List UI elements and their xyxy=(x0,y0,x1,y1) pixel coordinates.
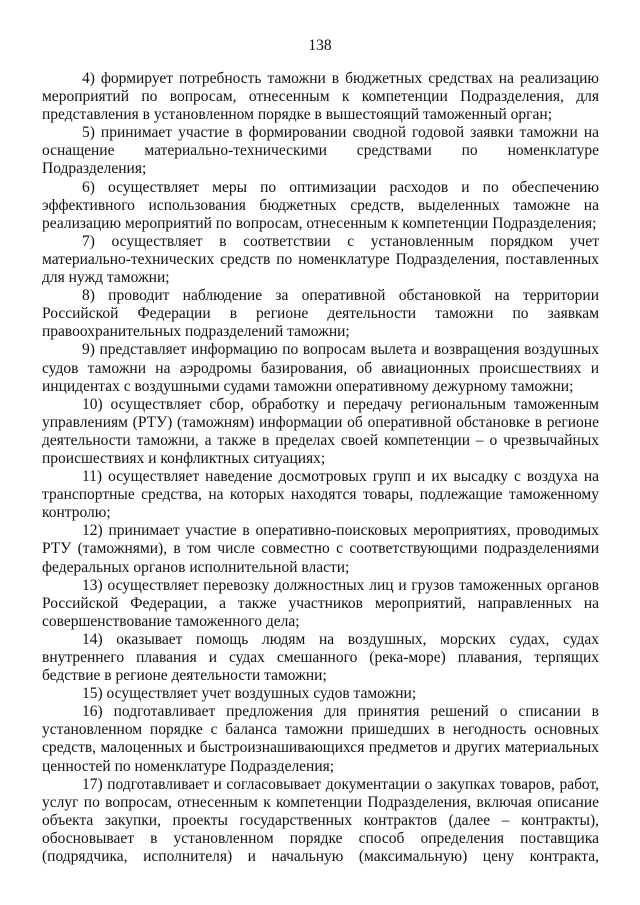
body-text xyxy=(42,70,599,866)
paragraph-item-12: 12) принимает участие в оперативно-поисковых мероприятиях, проводимых РТУ (таможнями), в том числе совместно с соответствующими подразделениями федеральных органов исполнительной власти; xyxy=(42,522,599,576)
paragraph-item-15: 15) осуществляет учет воздушных судов таможни; xyxy=(82,685,417,703)
paragraph-item-13: 13) осуществляет перевозку должностных лиц и грузов таможенных органов Российской Федерации, а также участников мероприятий, направленных на совершенствование таможенного дела; xyxy=(42,576,599,630)
page-number: 138 xyxy=(308,37,332,54)
paragraph-item-14: 14) оказывает помощь людям на воздушных, морских судах, судах внутреннего плавания и судах смешанного (река-море) плавания, терпящих бедствие в регионе деятельности таможни; xyxy=(42,630,599,685)
paragraph-item-17: 17) подготавливает и согласовывает документации о закупках товаров, работ, услуг по вопросам, отнесенным к компетенции Подразделения, включая описание объекта закупки, проекты государственных контрактов (далее – контракты), обосновывает в установленном порядке способ определения поставщика (подрядчика, исполнителя) и начальную (максимальную) цену контракта, xyxy=(42,775,599,866)
paragraph-item-6: 6) осуществляет меры по оптимизации расходов и по обеспечению эффективного использования бюджетных средств, выделенных таможне на реализацию мероприятий по вопросам, отнесенным к компетенции Подразделения; xyxy=(42,178,599,232)
paragraph-item-10: 10) осуществляет сбор, обработку и передачу региональным таможенным управлениям (РТУ) (таможням) информации об оперативной обстановке в регионе деятельности таможни, а также в пределах своей компетенции – о чрезвычайных происшествиях и конфликтных ситуациях; xyxy=(42,395,599,467)
paragraph-item-8: 8) проводит наблюдение за оперативной обстановкой на территории Российской Федерации в регионе деятельности таможни по заявкам правоохранительных подразделений таможни; xyxy=(42,287,599,341)
paragraph-item-9: 9) представляет информацию по вопросам вылета и возвращения воздушных судов таможни на аэродромы базирования, об авиационных происшествиях и инцидентах с воздушными судами таможни оперативному дежурному таможни; xyxy=(42,341,599,395)
paragraph-item-16: 16) подготавливает предложения для принятия решений о списании в установленном порядке с баланса таможни пришедших в негодность основных средств, малоценных и быстроизнашивающихся предметов и других материальных ценностей по номенклатуре Подразделения; xyxy=(42,703,599,775)
paragraph-item-7: 7) осуществляет в соответствии с установленным порядком учет материально-технических средств по номенклатуре Подразделения, поставленных для нужд таможни; xyxy=(42,232,599,287)
paragraph-item-5: 5) принимает участие в формировании сводной годовой заявки таможни на оснащение материально-техническими средствами по номенклатуре Подразделения; xyxy=(42,124,599,178)
paragraph-item-11: 11) осуществляет наведение досмотровых групп и их высадку с воздуха на транспортные средства, на которых находятся товары, подлежащие таможенному контролю; xyxy=(42,468,599,522)
paragraph-item-4: 4) формирует потребность таможни в бюджетных средствах на реализацию мероприятий по вопросам, отнесенным к компетенции Подразделения, для представления в установленном порядке в вышестоящий таможенный орган; xyxy=(42,70,599,124)
